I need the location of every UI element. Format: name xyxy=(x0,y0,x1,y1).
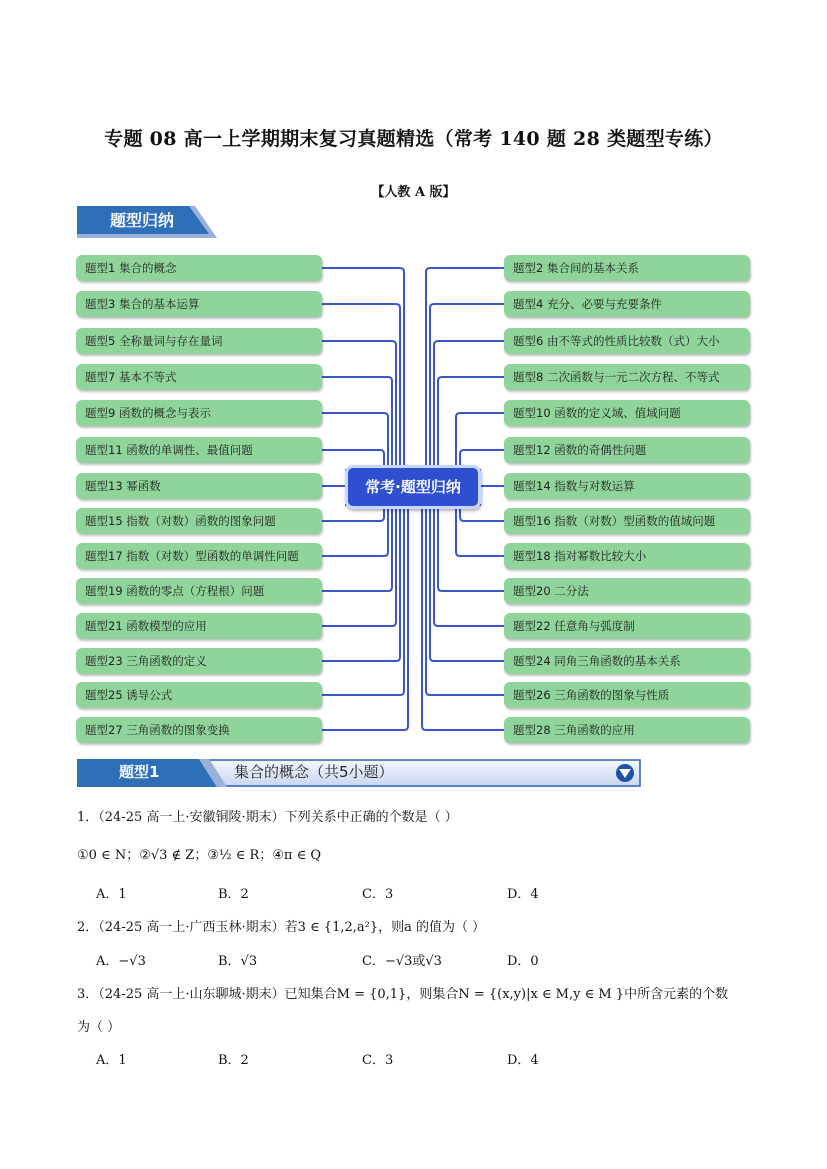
document-title: 专题 08 高一上学期期末复习真题精选（常考 140 题 28 类题型专练） xyxy=(104,128,723,150)
type-box-4: 题型4 充分、必要与充要条件 xyxy=(504,291,750,317)
q3-option-d: D．4 xyxy=(507,1053,539,1068)
type-box-26: 题型26 三角函数的图象与性质 xyxy=(504,682,750,708)
q2-option-b: B．√3 xyxy=(218,954,258,969)
type-box-7: 题型7 基本不等式 xyxy=(76,364,322,390)
q1-option-a: A．1 xyxy=(96,887,127,902)
q2-option-a: A．−√3 xyxy=(96,954,146,969)
q2-option-d: D．0 xyxy=(507,954,539,969)
type-box-10: 题型10 函数的定义域、值域问题 xyxy=(504,400,750,426)
section-title: 集合的概念（共5小题） xyxy=(234,763,394,781)
type-box-5: 题型5 全称量词与存在量词 xyxy=(76,328,322,354)
type-box-16: 题型16 指数（对数）型函数的值域问题 xyxy=(504,508,750,534)
q2-option-c: C．−√3或√3 xyxy=(362,954,442,969)
q1-option-c: C．3 xyxy=(362,887,394,902)
type-box-15: 题型15 指数（对数）函数的图象问题 xyxy=(76,508,322,534)
section-label: 题型1 xyxy=(119,763,160,781)
type-box-8: 题型8 二次函数与一元二次方程、不等式 xyxy=(504,364,750,390)
edition-label: 【人教 A 版】 xyxy=(371,185,456,200)
mindmap-center-node: 常考·题型归纳 xyxy=(345,465,481,509)
type-box-3: 题型3 集合的基本运算 xyxy=(76,291,322,317)
question-1-stem: 1．（24-25 高一上·安徽铜陵·期末）下列关系中正确的个数是（ ） xyxy=(77,810,458,825)
type-box-24: 题型24 同角三角函数的基本关系 xyxy=(504,648,750,674)
type-box-21: 题型21 函数模型的应用 xyxy=(76,613,322,639)
q1-option-b: B．2 xyxy=(218,887,249,902)
type-box-19: 题型19 函数的零点（方程根）问题 xyxy=(76,578,322,604)
type-box-2: 题型2 集合间的基本关系 xyxy=(504,255,750,281)
type-box-27: 题型27 三角函数的图象变换 xyxy=(76,717,322,743)
type-box-1: 题型1 集合的概念 xyxy=(76,255,322,281)
q3-option-c: C．3 xyxy=(362,1053,394,1068)
type-box-14: 题型14 指数与对数运算 xyxy=(504,473,750,499)
type-box-22: 题型22 任意角与弧度制 xyxy=(504,613,750,639)
type-box-28: 题型28 三角函数的应用 xyxy=(504,717,750,743)
type-box-11: 题型11 函数的单调性、最值问题 xyxy=(76,437,322,463)
type-box-6: 题型6 由不等式的性质比较数（式）大小 xyxy=(504,328,750,354)
type-box-17: 题型17 指数（对数）型函数的单调性问题 xyxy=(76,543,322,569)
banner-title: 题型归纳 xyxy=(110,211,175,230)
question-3-stem-cont: 为（ ） xyxy=(77,1020,121,1035)
type-box-18: 题型18 指对幂数比较大小 xyxy=(504,543,750,569)
collapse-icon[interactable] xyxy=(617,765,635,783)
question-1-items: ①0 ∈ N；②√3 ∉ Z；③½ ∈ R；④π ∈ Q xyxy=(77,848,321,863)
question-3-stem: 3．（24-25 高一上·山东聊城·期末）已知集合M = {0,1}，则集合N = {(x,y)|x ∈ M,y ∈ M }中所含元素的个数 xyxy=(77,987,729,1002)
type-box-12: 题型12 函数的奇偶性问题 xyxy=(504,437,750,463)
q3-option-a: A．1 xyxy=(96,1053,127,1068)
type-box-20: 题型20 二分法 xyxy=(504,578,750,604)
type-box-9: 题型9 函数的概念与表示 xyxy=(76,400,322,426)
type-box-13: 题型13 幂函数 xyxy=(76,473,322,499)
question-2-stem: 2．（24-25 高一上·广西玉林·期末）若3 ∈ {1,2,a²}，则a 的值为（ ） xyxy=(77,920,486,935)
q3-option-b: B．2 xyxy=(218,1053,249,1068)
type-box-23: 题型23 三角函数的定义 xyxy=(76,648,322,674)
q1-option-d: D．4 xyxy=(507,887,539,902)
type-box-25: 题型25 诱导公式 xyxy=(76,682,322,708)
